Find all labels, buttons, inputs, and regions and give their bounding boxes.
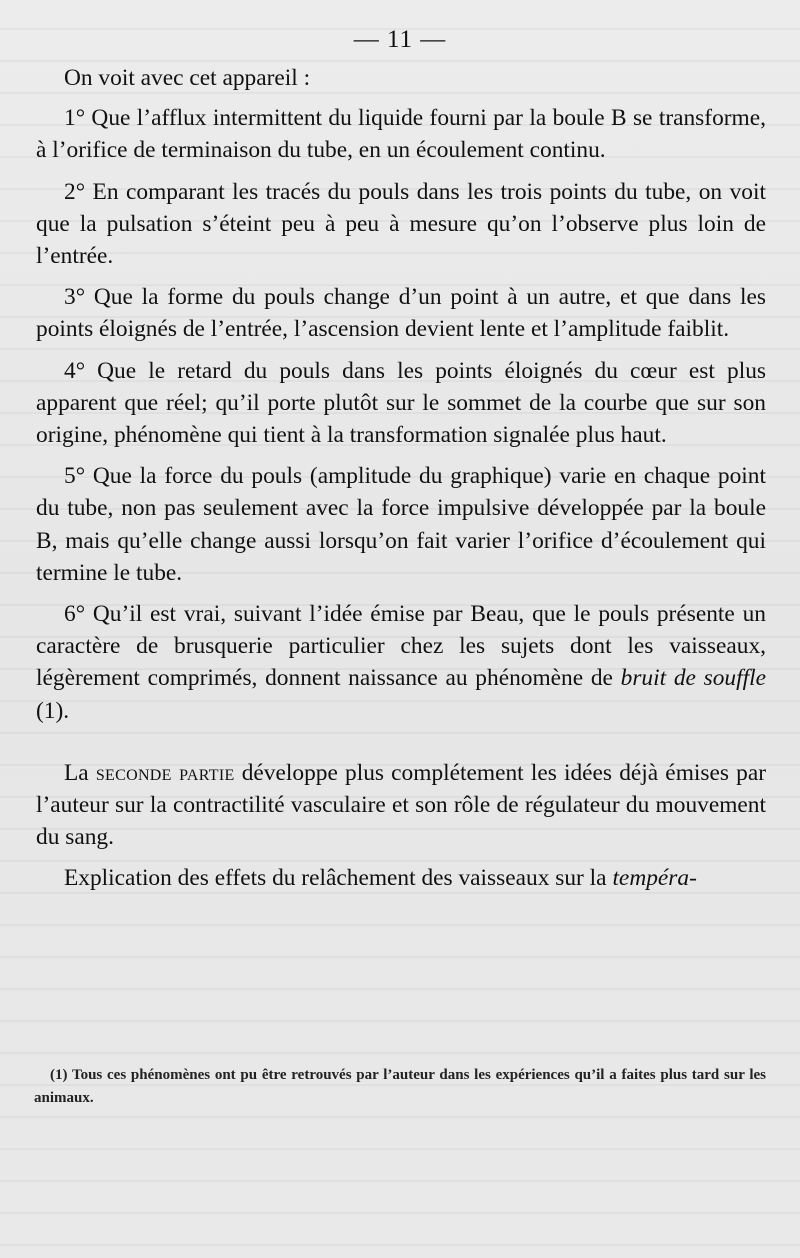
explication-italic: tempéra- xyxy=(612,865,697,892)
seconde-partie-paragraph xyxy=(36,757,766,854)
seconde-rest: développe plus complétement les idées déjà émises par l’auteur sur la contractilité vasculaire et son rôle de régulateur du mouvement du sang. xyxy=(36,759,766,851)
explication-paragraph xyxy=(36,862,766,894)
seconde-smallcaps: seconde partie xyxy=(95,759,235,786)
item-4: 4° Que le retard du pouls dans les points éloignés du cœur est plus apparent que réel; qu’il porte plutôt sur le sommet de la courbe que sur son origine, phénomène qui tient à la transformation signalée plus haut. xyxy=(36,357,766,449)
item-3: 3° Que la forme du pouls change d’un point à un autre, et que dans les points éloignés de l’entrée, l’ascension devient lente et l’amplitude faiblit. xyxy=(36,284,766,343)
page-number: — 11 — xyxy=(353,26,447,53)
item-6-italic: bruit de souffle xyxy=(620,665,766,692)
item-5: 5° Que la force du pouls (amplitude du graphique) varie en chaque point du tube, non pas seulement avec la force impulsive développée par la boule B, mais qu’elle change aussi lorsqu’on fait varier l’orifice d’écoulement qui termine le tube. xyxy=(36,463,766,586)
item-6 xyxy=(36,598,766,727)
intro-paragraph: On voit avec cet appareil : xyxy=(64,65,311,91)
explication-text: Explication des effets du relâchement des vaisseaux sur la xyxy=(64,865,607,892)
seconde-lead: La xyxy=(64,759,89,786)
item-1: 1° Que l’afflux intermittent du liquide fourni par la boule B se transforme, à l’orifice de terminaison du tube, en un écoulement continu. xyxy=(36,105,766,164)
item-2: 2° En comparant les tracés du pouls dans les trois points du tube, on voit que la pulsation s’éteint peu à peu à mesure qu’on l’observe plus loin de l’entrée. xyxy=(36,178,766,270)
item-6-text: 6° Qu’il est vrai, suivant l’idée émise par Beau, que le pouls présente un caractère de brusquerie particulier chez les sujets dont les vaisseaux, légèrement comprimés, donnent naissance au phénomène de xyxy=(36,601,766,692)
footnote: (1) Tous ces phénomènes ont pu être retrouvés par l’auteur dans les expériences qu’il a faites plus tard sur les animaux. xyxy=(34,1067,766,1106)
footnote-ref: (1). xyxy=(36,697,70,724)
body-text xyxy=(36,62,766,895)
